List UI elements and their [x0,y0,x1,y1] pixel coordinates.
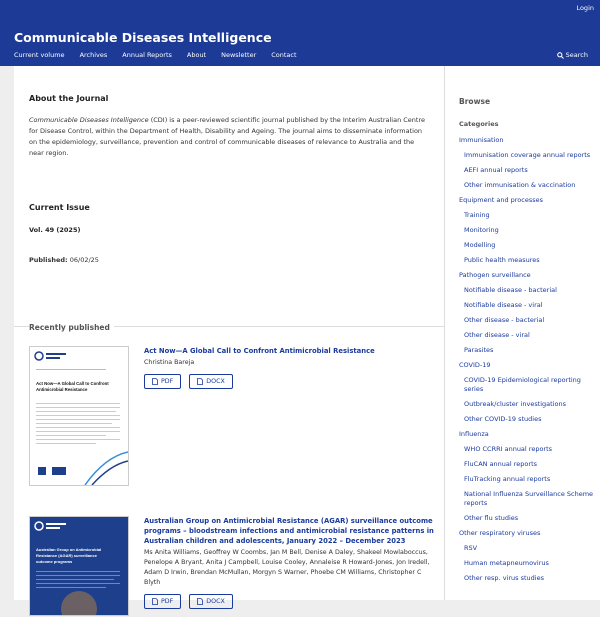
sidebar-category[interactable]: Pathogen surveillance [459,271,531,279]
docx-file-icon [197,598,203,605]
nav-annual-reports[interactable]: Annual Reports [122,51,172,59]
site-title[interactable]: Communicable Diseases Intelligence [14,30,272,45]
cover-heading-line: Resistance (AGAR) surveillance [36,553,97,558]
published-label: Published: [29,256,68,264]
nav-contact[interactable]: Contact [271,51,297,59]
sidebar-subcategory[interactable]: WHO CCRRI annual reports [464,445,553,453]
sidebar-subcategory[interactable]: RSV [464,544,478,552]
sidebar-subcategory[interactable]: National Influenza Surveillance Scheme reports [464,490,594,507]
sidebar-subcategory[interactable]: Other immunisation & vaccination [464,181,576,189]
sidebar [445,66,600,600]
cover-heading-line: Australian Group on Antimicrobial [36,547,102,552]
sidebar-subcategory[interactable]: FluCAN annual reports [464,460,538,468]
journal-name: Communicable Diseases Intelligence [29,116,149,124]
sidebar-category[interactable]: Immunisation [459,136,504,144]
sidebar-subcategory[interactable]: Other resp. virus studies [464,574,544,582]
sidebar-subcategory[interactable]: Human metapneumovirus [464,559,549,567]
published-line [29,256,99,264]
search-link[interactable] [557,51,588,59]
sidebar-subcategory[interactable]: Other disease - viral [464,331,530,339]
search-label: Search [565,51,588,59]
sidebar-subcategory[interactable]: FluTracking annual reports [464,475,551,483]
cover-heading-line: Act Now—A Global Call to Confront [36,381,109,386]
nav-newsletter[interactable]: Newsletter [221,51,257,59]
sidebar-subcategory[interactable]: Training [464,211,490,219]
sidebar-subcategory[interactable]: Modelling [464,241,496,249]
about-body: (CDI) is a peer-reviewed scientific journal published by the Interim Australian Centre for Disease Control, within the Department of Health, Disability and Ageing. The journal aims to disseminate information on the epidemiology, surveillance, prevention and control of communicable diseases of relevance to Australia and the near region. [29,116,426,157]
sidebar-category[interactable]: COVID-19 [459,361,491,369]
article-cover[interactable] [29,516,129,616]
pdf-button[interactable] [144,374,181,389]
current-issue-heading: Current Issue [29,203,90,212]
login-link[interactable]: Login [576,4,594,12]
page-body [14,66,600,605]
pdf-label: PDF [161,378,174,385]
pdf-label: PDF [161,598,174,605]
pdf-file-icon [152,598,158,605]
docx-label: DOCX [206,378,225,385]
article-item [29,346,439,491]
article-authors: Ms Anita Williams, Geoffrey W Coombs, Jan M Bell, Denise A Daley, Shakeel Mowlaboccus, Penelope A Bryant, Anita J Campbell, Louise Cooley, Annaleise R Howard-Jones, Jon Iredell, Adam D Irwin, Brendan McMullan, Morgyn S Warner, Phoebe CM Williams, Christopher C Blyth [144,549,430,586]
published-date: 06/02/25 [69,256,99,264]
docx-label: DOCX [206,598,225,605]
sidebar-subcategory[interactable]: Parasites [464,346,494,354]
sidebar-subcategory[interactable]: Outbreak/cluster investigations [464,400,567,408]
current-issue-volume[interactable]: Vol. 49 (2025) [29,226,81,234]
recently-published-heading: Recently published [29,323,114,332]
docx-file-icon [197,378,203,385]
cover-graphic [30,347,128,485]
sidebar-subcategory[interactable]: COVID-19 Epidemiological reporting series [464,376,581,393]
galley-links [144,374,434,389]
sidebar-subcategory[interactable]: AEFI annual reports [464,166,528,174]
sidebar-category[interactable]: Influenza [459,430,489,438]
article-details [144,346,434,389]
category-list [459,136,594,589]
article-title[interactable]: Act Now—A Global Call to Confront Antimicrobial Resistance [144,347,375,355]
nav-current-volume[interactable]: Current volume [14,51,65,59]
sidebar-subcategory[interactable]: Other disease - bacterial [464,316,545,324]
sidebar-subcategory[interactable]: Notifiable disease - viral [464,301,543,309]
categories-label: Categories [459,120,499,128]
sidebar-category[interactable]: Other respiratory viruses [459,529,541,537]
sidebar-subcategory[interactable]: Other COVID-19 studies [464,415,542,423]
galley-links [144,594,434,609]
article-details [144,516,434,609]
docx-button[interactable] [189,374,233,389]
cover-heading-line: outcome programs [36,559,73,564]
cover-graphic [30,517,128,615]
nav-about[interactable]: About [186,51,207,59]
pdf-button[interactable] [144,594,181,609]
primary-nav [14,51,312,59]
sidebar-category[interactable]: Equipment and processes [459,196,544,204]
about-heading: About the Journal [29,94,109,103]
about-text [29,115,429,159]
article-title[interactable]: Australian Group on Antimicrobial Resistance (AGAR) surveillance outcome programs – bloodstream infections and antimicrobial resistance patterns in Australian children and adolescents, January 2022 – December 2023 [144,517,434,545]
docx-button[interactable] [189,594,233,609]
sidebar-subcategory[interactable]: Monitoring [464,226,499,234]
sidebar-subcategory[interactable]: Public health measures [464,256,540,264]
site-header [0,0,600,66]
main-content [14,66,445,605]
search-icon [557,52,564,59]
pdf-file-icon [152,378,158,385]
sidebar-subcategory[interactable]: Other flu studies [464,514,519,522]
cover-heading-line: Antimicrobial Resistance [36,387,88,392]
sidebar-subcategory[interactable]: Immunisation coverage annual reports [464,151,591,159]
article-authors: Christina Bareja [144,359,195,366]
article-item [29,516,439,605]
sidebar-subcategory[interactable]: Notifiable disease - bacterial [464,286,557,294]
browse-heading: Browse [459,97,491,106]
nav-archives[interactable]: Archives [79,51,108,59]
article-cover[interactable] [29,346,129,486]
